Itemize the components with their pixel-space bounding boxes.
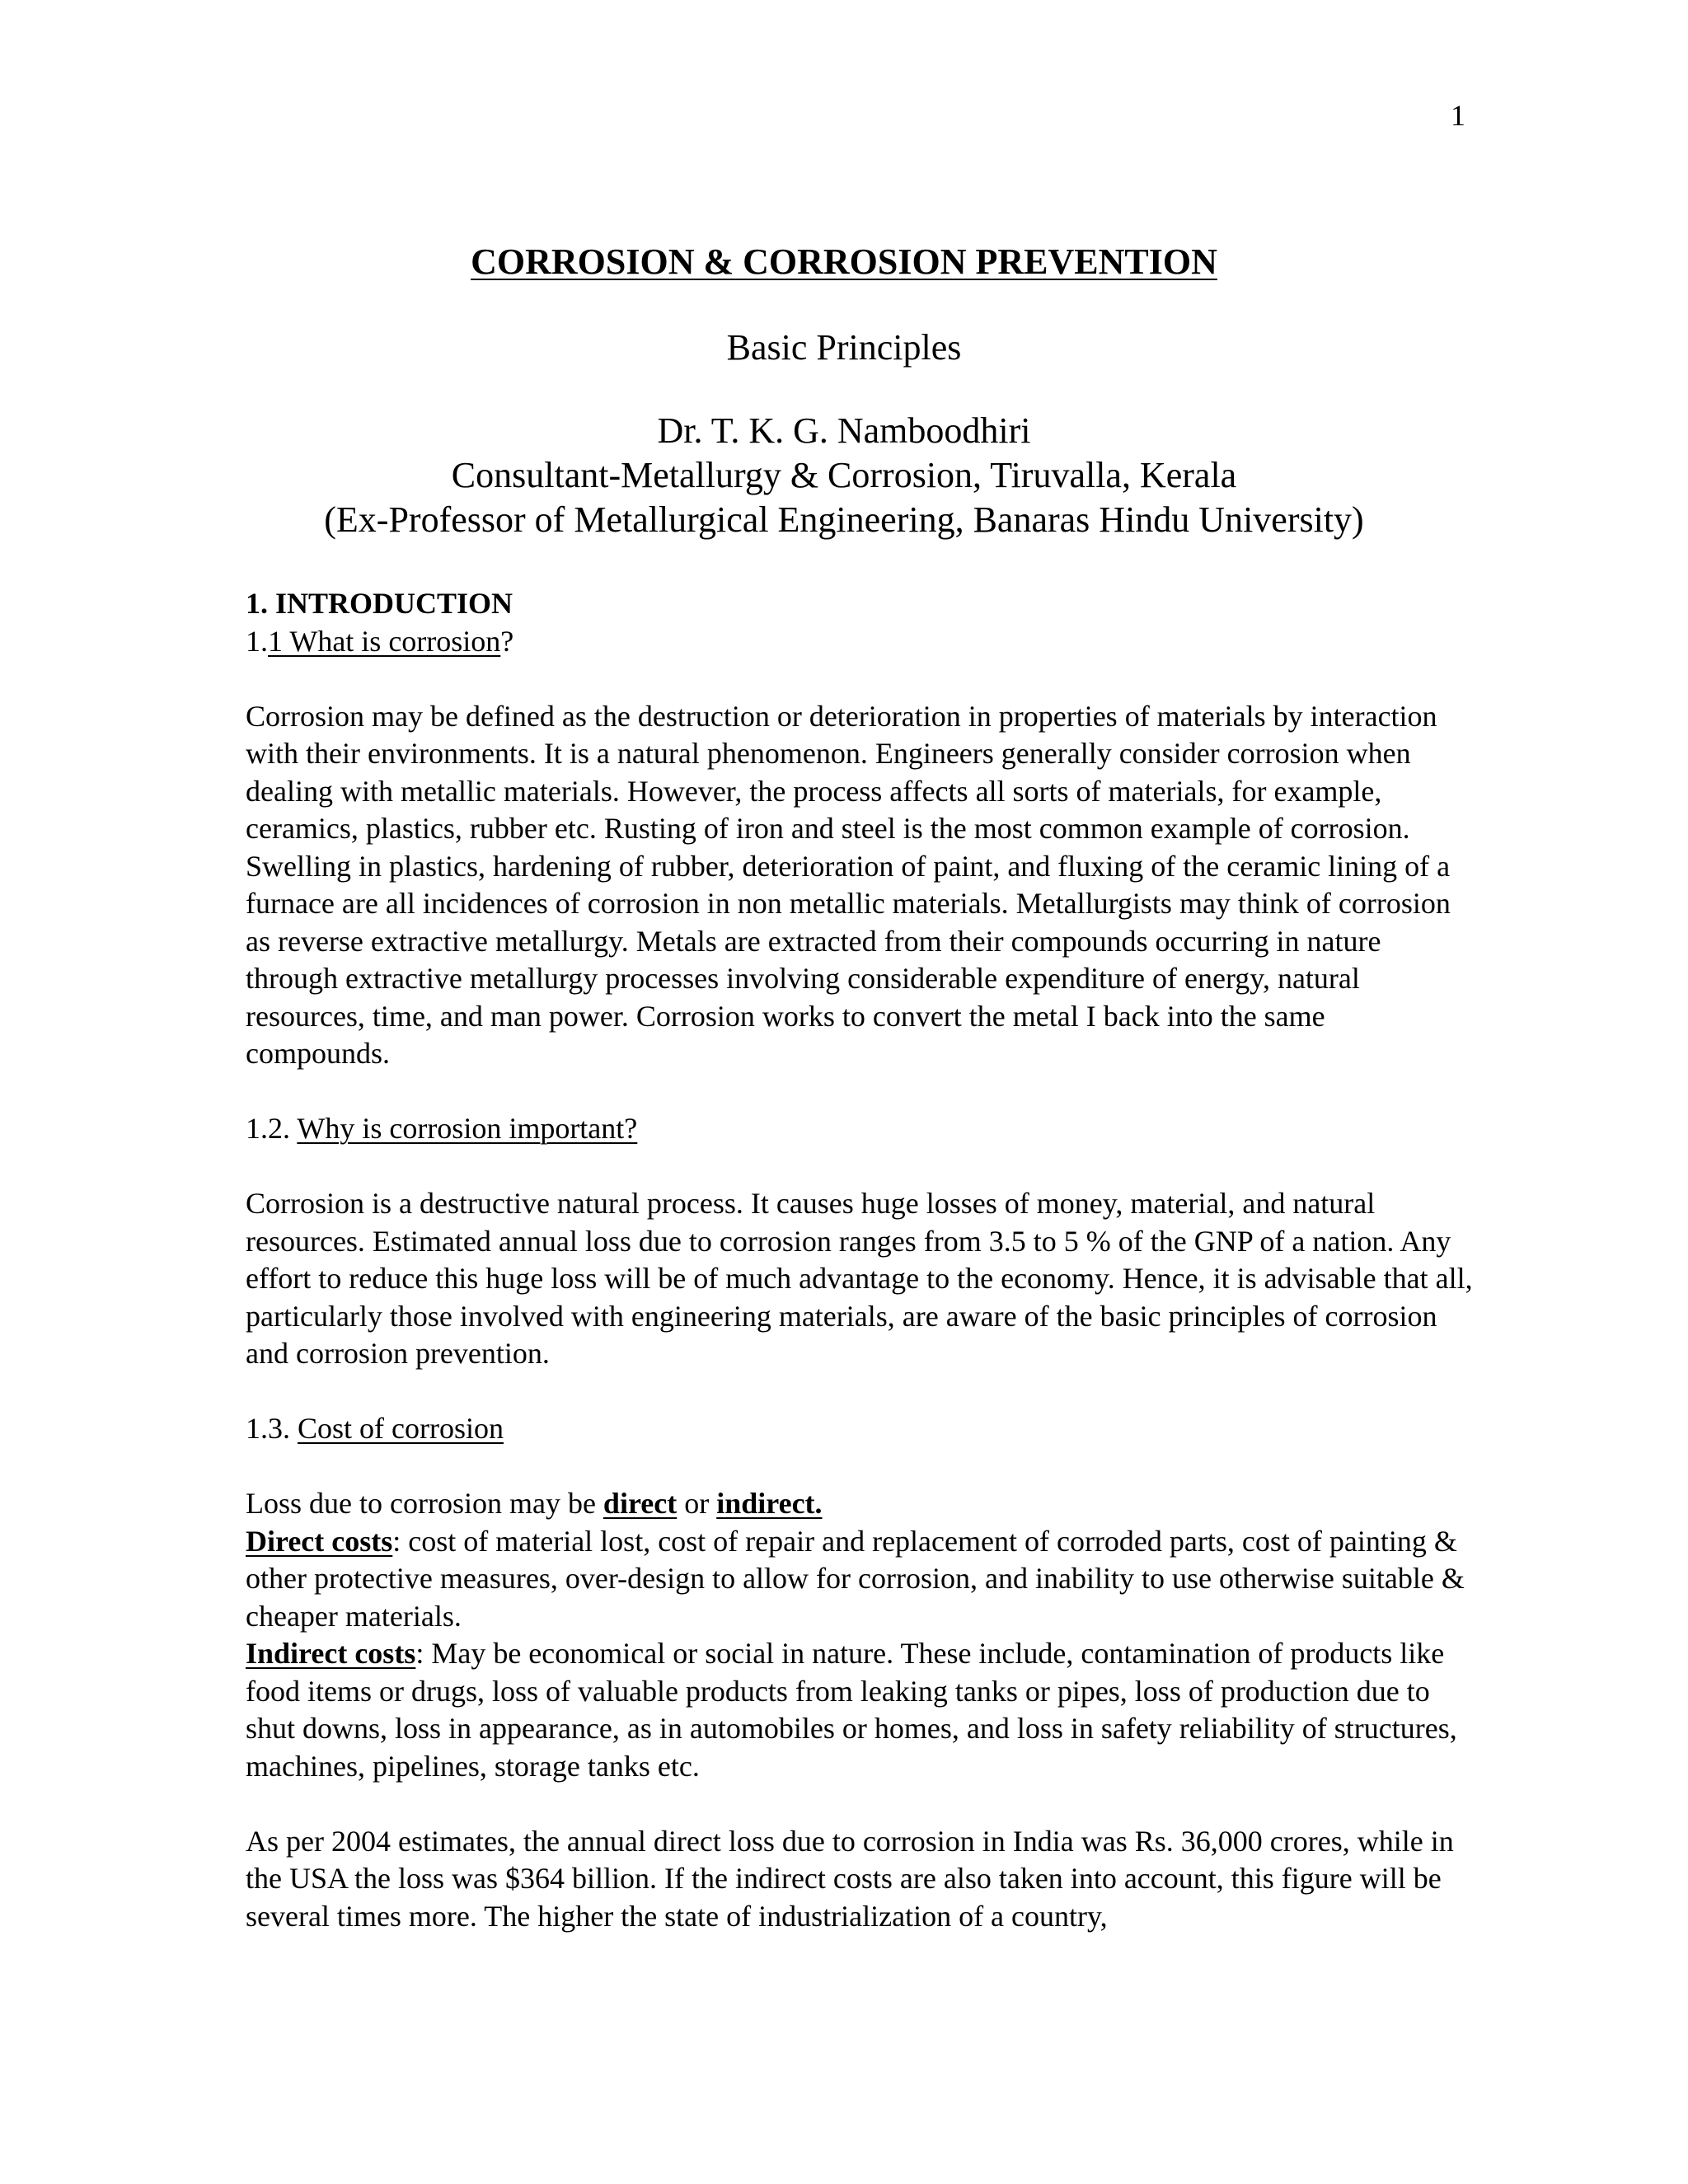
document-subtitle: Basic Principles: [726, 327, 962, 368]
subsection-number: 1.3.: [246, 1412, 298, 1445]
author-former-position: (Ex-Professor of Metallurgical Engineering, Banaras Hindu University): [324, 499, 1364, 540]
document-body: [246, 585, 1474, 1935]
title-block: [0, 237, 1688, 542]
subsection-heading-what-is-corrosion: [246, 623, 1474, 661]
page-number: 1: [1451, 99, 1465, 132]
paragraph-importance: Corrosion is a destructive natural process. It causes huge losses of money, material, and natural resources. Estimated annual loss due to corrosion ranges from 3.5 to 5 % of the GNP of a nation. Any effort to reduce this huge loss will be of much advantage to the economy. Hence, it is advisable that all, particularly those involved with engineering materials, are aware of the basic principles of corrosion and corrosion prevention.: [246, 1187, 1473, 1370]
author-affiliation: Consultant-Metallurgy & Corrosion, Tiruvalla, Kerala: [451, 455, 1237, 495]
direct-costs-label: Direct costs: [246, 1524, 393, 1558]
subsection-heading-why-important: [246, 1110, 1474, 1148]
direct-costs-text: : cost of material lost, cost of repair and replacement of corroded parts, cost of painting & other protective measures, over-design to allow for corrosion, and inability to use otherwise suitable & cheaper materials.: [246, 1524, 1465, 1633]
term-indirect: indirect.: [716, 1487, 823, 1520]
subsection-number: 1.2.: [246, 1112, 298, 1145]
paragraph-estimates: As per 2004 estimates, the annual direct loss due to corrosion in India was Rs. 36,000 crores, while in the USA the loss was $364 billion. If the indirect costs are also taken into account, this figure will be several times more. The higher the state of industrialization of a country,: [246, 1824, 1454, 1933]
paragraph-direct-costs: [246, 1523, 1474, 1636]
indirect-costs-label: Indirect costs: [246, 1637, 416, 1670]
document-title: CORROSION & CORROSION PREVENTION: [471, 241, 1217, 282]
paragraph-definition: Corrosion may be defined as the destruction or deterioration in properties of materials by interaction with their environments. It is a natural phenomenon. Engineers generally consider corrosion when dealing with metallic materials. However, the process affects all sorts of materials, for example, ceramics, plastics, rubber etc. Rusting of iron and steel is the most common example of corrosion. Swelling in plastics, hardening of rubber, deterioration of paint, and fluxing of the ceramic lining of a furnace are all incidences of corrosion in non metallic materials. Metallurgists may think of corrosion as reverse extractive metallurgy. Metals are extracted from their compounds occurring in nature through extractive metallurgy processes involving considerable expenditure of energy, natural resources, time, and man power. Corrosion works to convert the metal I back into the same compounds.: [246, 699, 1451, 1070]
loss-or-text: or: [677, 1487, 717, 1520]
paragraph-loss-types: [246, 1485, 1474, 1523]
paragraph-indirect-costs: [246, 1635, 1474, 1785]
subsection-heading-cost: [246, 1410, 1474, 1448]
loss-intro-text: Loss due to corrosion may be: [246, 1487, 603, 1520]
term-direct: direct: [603, 1487, 678, 1520]
subsection-title: Cost of corrosion: [298, 1412, 504, 1445]
subsection-title: Why is corrosion important?: [297, 1112, 638, 1145]
author-name: Dr. T. K. G. Namboodhiri: [657, 410, 1031, 451]
section-heading-introduction: 1. INTRODUCTION: [246, 587, 513, 620]
indirect-costs-text: : May be economical or social in nature. These include, contamination of products like food items or drugs, loss of valuable products from leaking tanks or pipes, loss of production due to shut downs, loss in appearance, as in automobiles or homes, and loss in safety reliability of structures, machines, pipelines, storage tanks etc.: [246, 1637, 1457, 1783]
subsection-number: 1.: [246, 624, 268, 658]
subsection-suffix: ?: [500, 624, 514, 658]
subsection-title: 1 What is corrosion: [268, 624, 501, 658]
author-block: [0, 409, 1688, 542]
